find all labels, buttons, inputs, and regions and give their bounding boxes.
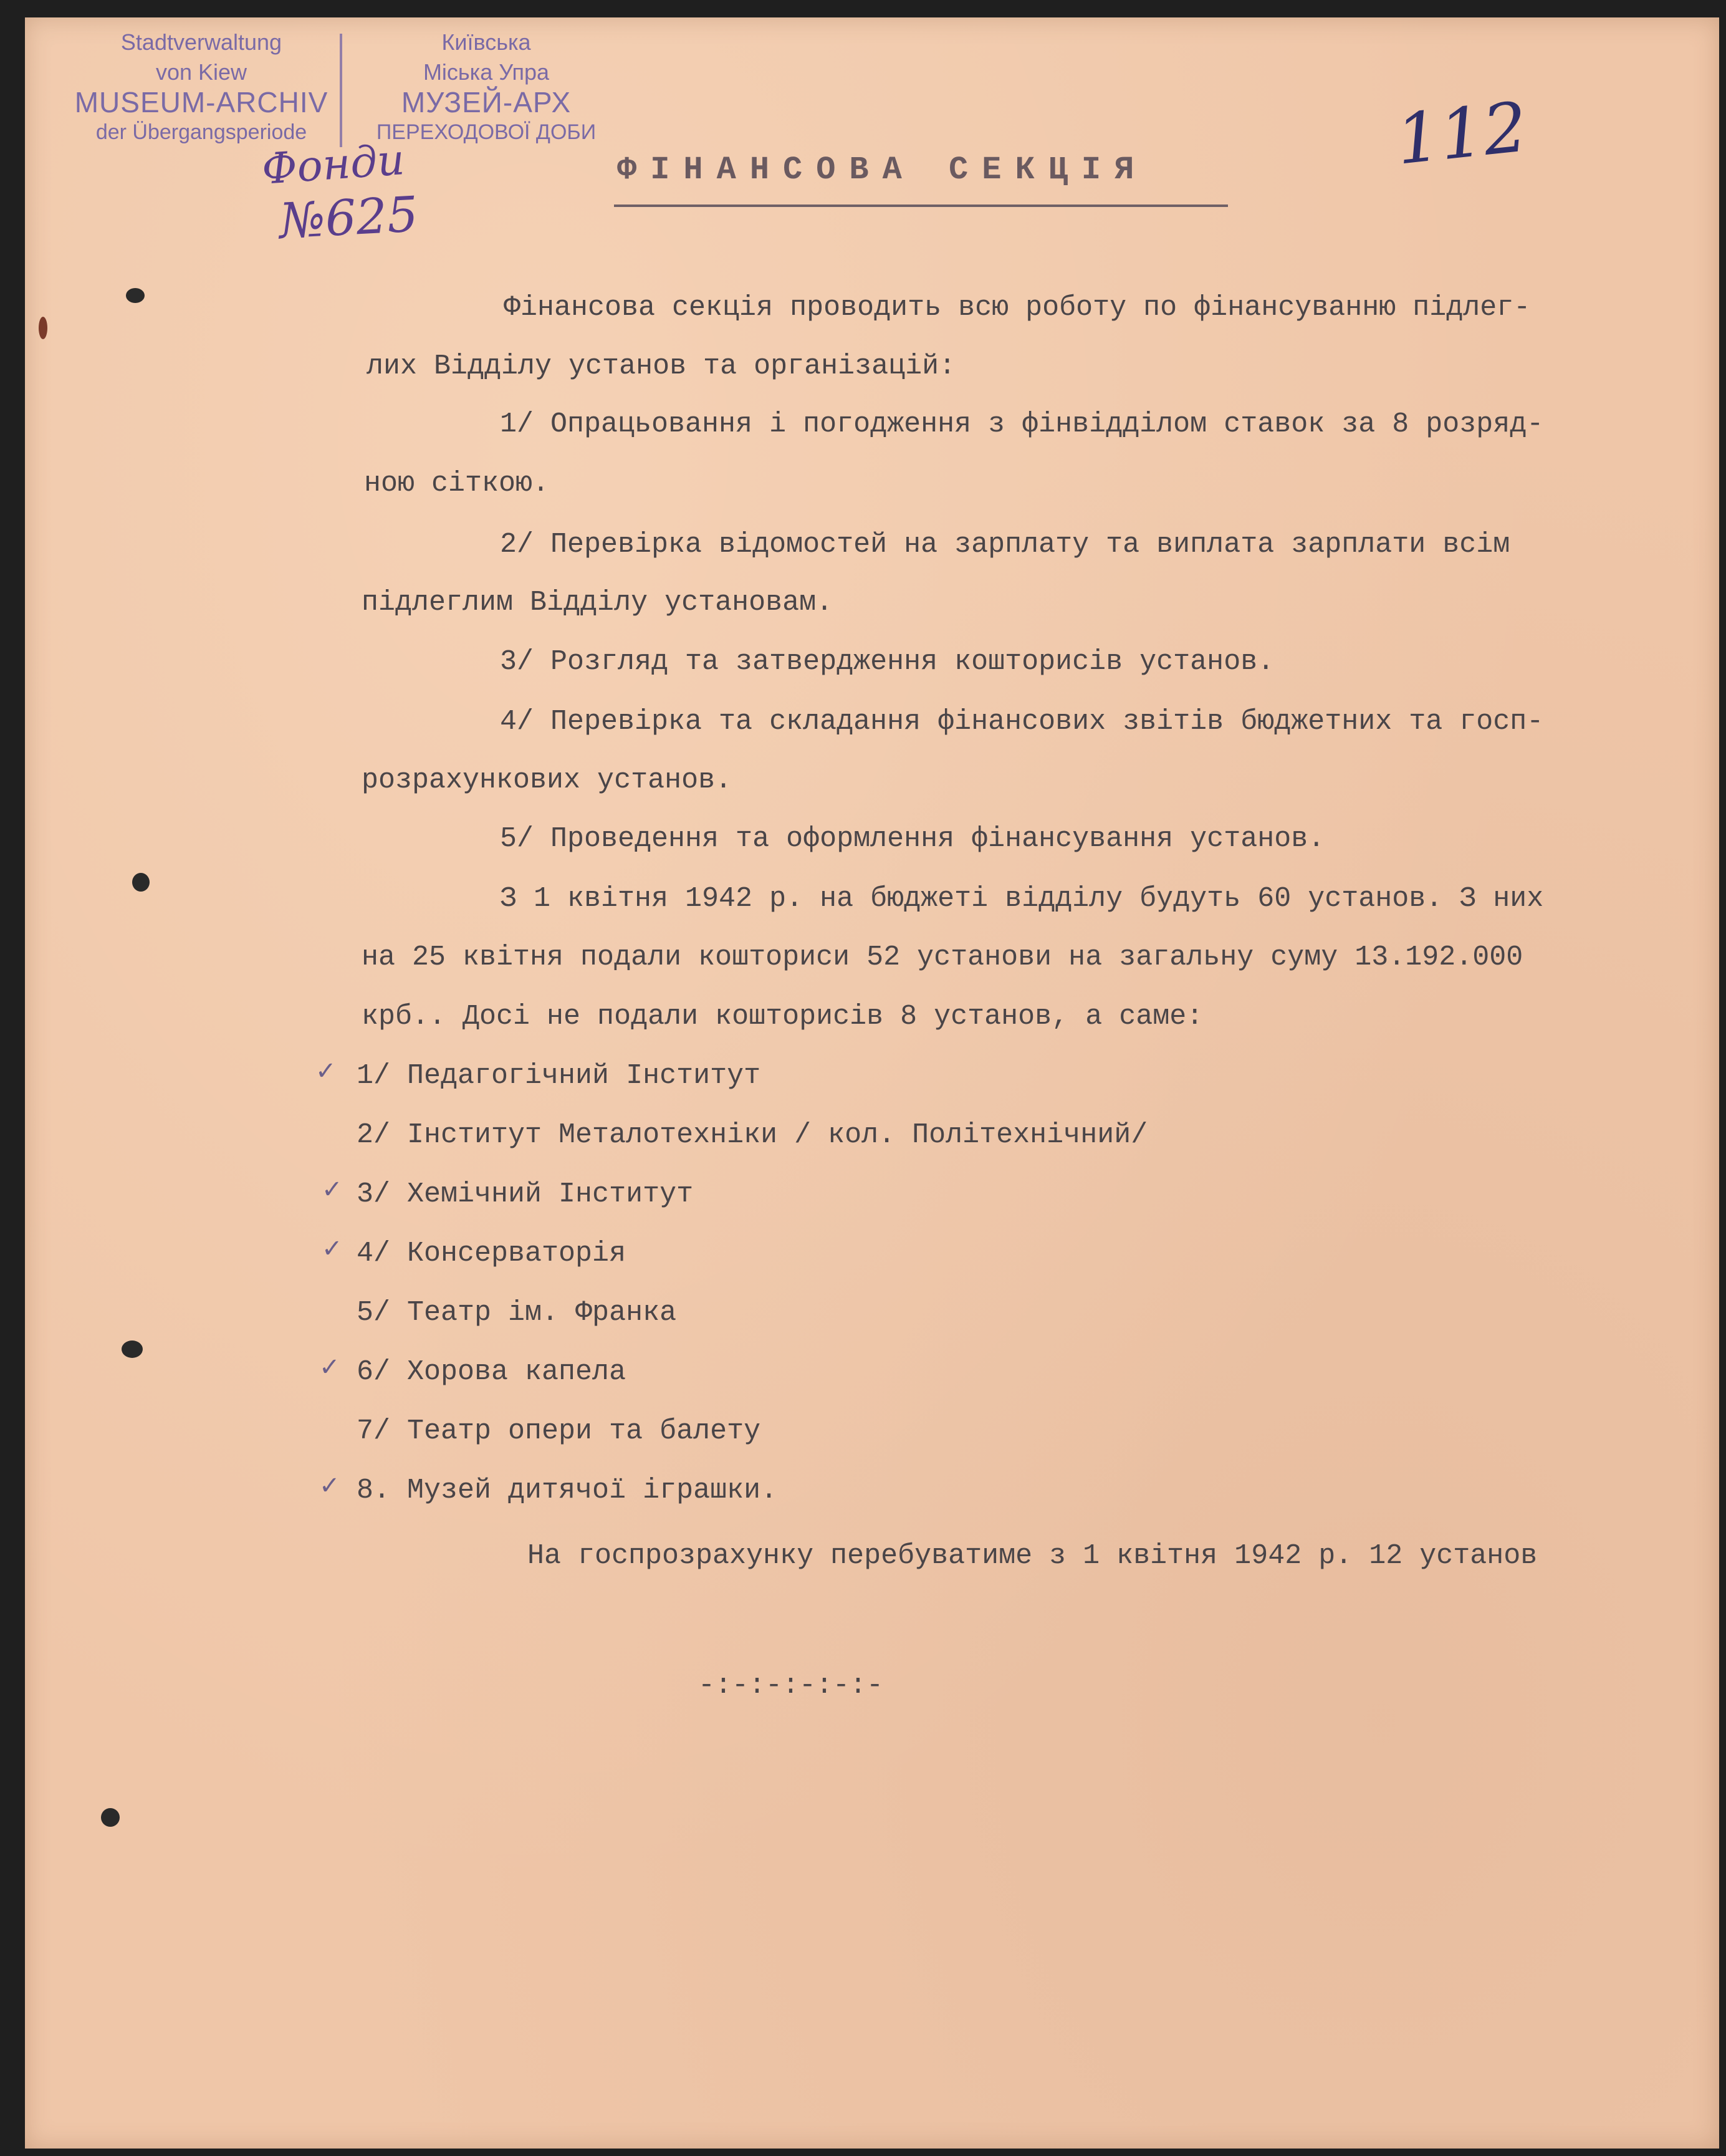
text-line: крб.. Досі не подали кошторисів 8 установ, а саме: xyxy=(362,1001,1204,1032)
ink-spot xyxy=(101,1808,120,1827)
text-line: підлеглим Відділу установам. xyxy=(362,587,833,618)
text-line: 2/ Перевірка відомостей на зарплату та виплата зарплати всім xyxy=(500,529,1510,561)
ink-spot xyxy=(122,1340,143,1358)
text-line: З 1 квітня 1942 р. на бюджеті відділу будуть 60 установ. З них xyxy=(500,883,1544,915)
check-mark-icon: ✓ xyxy=(322,1175,343,1204)
handwritten-fond-number: №625 xyxy=(277,186,420,250)
text-line: 4/ Перевірка та складання фінансових звітів бюджетних та госп- xyxy=(500,706,1544,738)
list-item: 4/ Консерваторія xyxy=(357,1238,626,1269)
ink-spot xyxy=(126,288,145,303)
text-line: На госпрозрахунку перебуватиме з 1 квітня 1942 р. 12 установ xyxy=(527,1540,1538,1572)
handwritten-fondy: Фонди xyxy=(260,135,406,195)
stamp-line: Міська Упра xyxy=(423,59,550,85)
text-line: 5/ Проведення та оформлення фінансування установ. xyxy=(500,823,1325,855)
list-item: 1/ Педагогічний Інститут xyxy=(357,1060,761,1092)
stamp-line: der Übergangsperiode xyxy=(95,120,307,144)
stamp-line: MUSEUM-ARCHIV xyxy=(74,86,328,118)
stamp-line: Київська xyxy=(441,29,531,55)
stamp-line: Stadtverwaltung xyxy=(120,29,282,55)
stamp-line: МУЗЕЙ-АРХ xyxy=(401,86,572,118)
text-line: лих Відділу установ та організацій: xyxy=(367,350,956,382)
list-item: 5/ Театр ім. Франка xyxy=(357,1297,677,1329)
document-title: ФІНАНСОВА СЕКЦІЯ xyxy=(617,152,1148,188)
text-line: на 25 квітня подали кошториси 52 установи на загальну суму 13.192.000 xyxy=(362,941,1523,973)
text-line: 3/ Розгляд та затвердження кошторисів установ. xyxy=(500,646,1275,678)
check-mark-icon: ✓ xyxy=(315,1057,337,1085)
list-item: 3/ Хемічний Інститут xyxy=(357,1178,694,1210)
list-item: 8. Музей дитячої іграшки. xyxy=(357,1475,778,1506)
text-line: ною сіткою. xyxy=(364,468,550,499)
ink-spot xyxy=(39,317,47,339)
ink-spot xyxy=(132,873,150,892)
text-line: Фінансова секція проводить всю роботу по фінансуванню підлег- xyxy=(504,292,1531,324)
handwritten-page-number: 112 xyxy=(1392,87,1532,180)
list-item: 6/ Хорова капела xyxy=(357,1356,626,1388)
text-line: 1/ Опрацьовання і погодження з фінвідділом ставок за 8 розряд- xyxy=(500,408,1544,440)
list-item: 2/ Інститут Металотехніки / кол. Політехнічний/ xyxy=(357,1119,1148,1151)
list-item: 7/ Театр опери та балету xyxy=(357,1415,761,1447)
stamp-line: von Kiew xyxy=(155,59,247,85)
text-line: розрахункових установ. xyxy=(362,764,732,796)
stamp-line: ПЕРЕХОДОВОЇ ДОБИ xyxy=(376,120,597,144)
check-mark-icon: ✓ xyxy=(319,1353,340,1382)
closing-divider: -:-:-:-:-:- xyxy=(698,1670,884,1701)
check-mark-icon: ✓ xyxy=(322,1234,343,1263)
check-mark-icon: ✓ xyxy=(319,1471,340,1500)
